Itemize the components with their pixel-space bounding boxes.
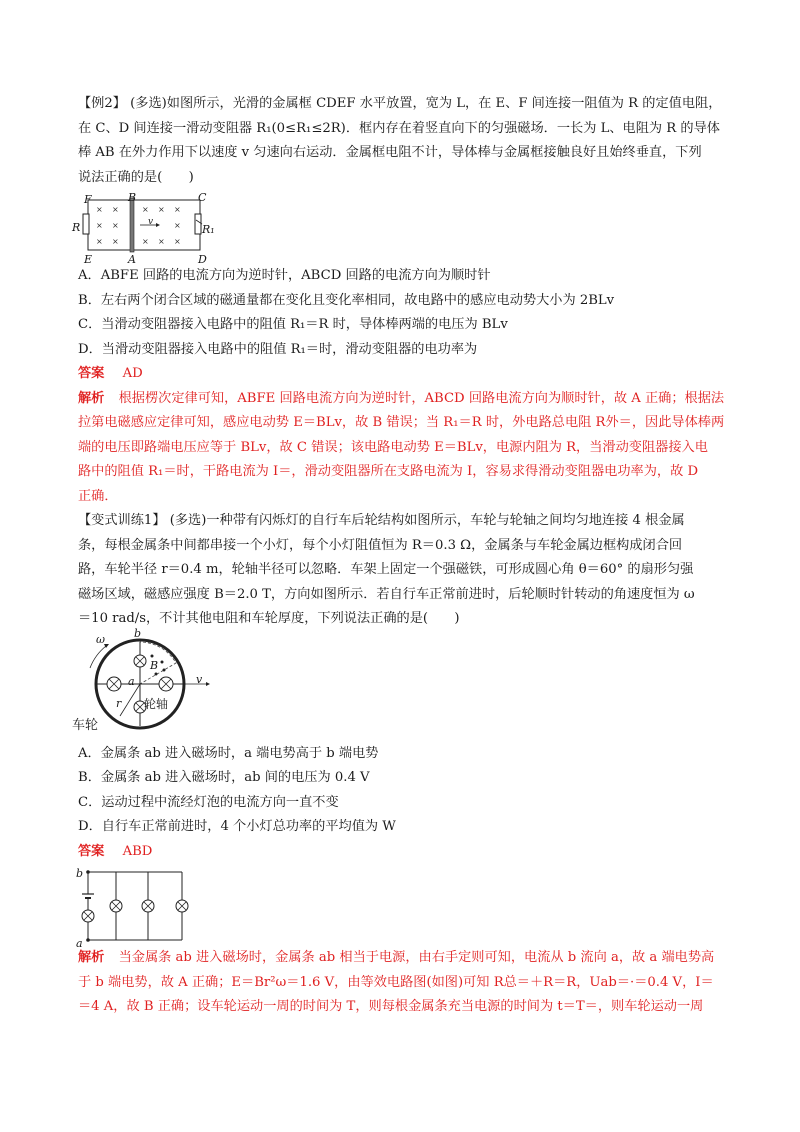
analysis-label: 解析 — [78, 950, 105, 965]
label-b: b — [134, 626, 142, 640]
analysis-line: 拉第电磁感应定律可知，感应电动势 E＝BLv，故 B 错误；当 R₁＝R 时，外电路总电阻 R外＝，因此导体棒两 — [78, 415, 725, 430]
variant1-analysis — [78, 946, 728, 1020]
question-line: 棒 AB 在外力作用下以速度 v 匀速向右运动．金属框电阻不计，导体棒与金属框接触良好且始终垂直，下列 — [78, 145, 702, 160]
label-R1: R₁ — [202, 223, 215, 236]
analysis-line: 当金属条 ab 进入磁场时，金属条 ab 相当于电源，由右手定则可知，电流从 b 流向 a，故 a 端电势高 — [118, 950, 715, 965]
option-d: D．自行车正常前进时，4 个小灯总功率的平均值为 W — [78, 819, 396, 834]
svg-text:×: × — [96, 237, 103, 246]
question-line: 说法正确的是( ) — [78, 169, 194, 185]
label-R: R — [72, 221, 81, 234]
option-b: B．金属条 ab 进入磁场时，ab 间的电压为 0.4 V — [78, 770, 370, 785]
question-line: 路，车轮半径 r＝0.4 m，轮轴半径可以忽略．车架上固定一个强磁铁，可形成圆心角 θ＝60° 的扇形匀强 — [78, 562, 694, 577]
answer-label: 答案 — [78, 366, 105, 381]
label-B: B — [128, 191, 137, 204]
circuit-label-b: b — [76, 867, 84, 880]
label-D: D — [198, 253, 207, 266]
svg-text:×: × — [112, 221, 119, 230]
metal-frame-figure — [72, 191, 215, 266]
analysis-line: 端的电压即路端电压应等于 BLv，故 C 错误；该电路电动势 E＝BLv，电源内阻为 R，当滑动变阻器接入电 — [78, 439, 708, 455]
document-page — [72, 92, 728, 1020]
analysis-label: 解析 — [78, 390, 105, 406]
label-B-field: B — [150, 658, 159, 672]
equivalent-circuit-diagram — [78, 866, 198, 946]
svg-text:×: × — [174, 221, 181, 230]
label-axle: 轮轴 — [144, 696, 169, 711]
svg-text:×: × — [158, 205, 165, 214]
example2-options — [78, 264, 728, 362]
svg-text:×: × — [112, 205, 119, 214]
label-v: v — [196, 672, 203, 686]
answer-label: 答案 — [78, 843, 105, 859]
question-line: 【例2】 (多选)如图所示，光滑的金属框 CDEF 水平放置，宽为 L，在 E、F 间连接一阻值为 R 的定值电阻， — [78, 96, 722, 111]
analysis-line: 于 b 端电势，故 A 正确；E＝Br²ω＝1.6 V，由等效电路图(如图)可知 R总＝＋R＝R，Uab＝·＝0.4 V，I＝ — [78, 974, 714, 990]
question-line: 条，每根金属条中间都串接一个小灯，每个小灯阻值恒为 R＝0.3 Ω，金属条与车轮金属边框构成闭合回 — [78, 537, 683, 553]
analysis-line: 正确． — [78, 488, 118, 504]
label-r: r — [116, 696, 122, 710]
variant1-options — [78, 742, 728, 840]
question-line: 【变式训练1】 (多选)一种带有闪烁灯的自行车后轮结构如图所示，车轮与轮轴之间均匀地连接 4 根金属 — [78, 513, 685, 528]
analysis-line: 路中的阻值 R₁＝时，干路电流为 I＝，滑动变阻器所在支路电流为 I，容易求得滑动变阻器电功率为，故 D — [78, 464, 699, 479]
svg-text:×: × — [142, 237, 149, 246]
variant1-answer — [78, 840, 728, 865]
example2-question — [78, 92, 728, 190]
svg-text:×: × — [96, 205, 103, 214]
label-F: F — [84, 193, 92, 206]
question-line: 在 C、D 间连接一滑动变阻器 R₁(0≤R₁≤2R)．框内存在着竖直向下的匀强磁场．一长为 L、电阻为 R 的导体 — [78, 120, 720, 136]
option-c: C．当滑动变阻器接入电路中的阻值 R₁＝R 时，导体棒两端的电压为 BLv — [78, 317, 508, 332]
label-C: C — [198, 191, 207, 204]
svg-text:×: × — [158, 237, 165, 246]
option-a: A．ABFE 回路的电流方向为逆时针，ABCD 回路的电流方向为顺时针 — [78, 268, 491, 283]
label-wheel: 车轮 — [72, 717, 99, 733]
example2-analysis — [78, 387, 728, 510]
label-a: a — [128, 674, 135, 688]
equivalent-circuit-figure — [76, 866, 198, 950]
option-b: B．左右两个闭合区域的磁通量都在变化且变化率相同，故电路中的感应电动势大小为 2BLv — [78, 292, 615, 308]
label-A: A — [128, 253, 136, 266]
analysis-line: ＝4 A，故 B 正确；设车轮运动一周的时间为 T，则每根金属条充当电源的时间为 t＝T＝，则车轮运动一周 — [78, 999, 704, 1014]
svg-text:×: × — [142, 205, 149, 214]
svg-text:×: × — [174, 237, 181, 246]
variant1-question — [78, 509, 728, 632]
question-line: ＝10 rad/s，不计其他电阻和车轮厚度，下列说法正确的是( ) — [78, 611, 460, 626]
label-v: v — [148, 217, 154, 227]
svg-text:×: × — [174, 205, 181, 214]
option-d: D．当滑动变阻器接入电路中的阻值 R₁＝时，滑动变阻器的电功率为 — [78, 341, 478, 357]
metal-frame-diagram — [78, 192, 208, 262]
svg-text:×: × — [96, 221, 103, 230]
option-c: C．运动过程中流经灯泡的电流方向一直不变 — [78, 794, 339, 810]
analysis-line: 根据楞次定律可知，ABFE 回路电流方向为逆时针，ABCD 回路电流方向为顺时针，故 A 正确；根据法 — [118, 390, 725, 406]
answer-value: AD — [122, 366, 143, 381]
label-omega: ω — [96, 632, 105, 646]
example2-answer — [78, 362, 728, 387]
option-a: A．金属条 ab 进入磁场时，a 端电势高于 b 端电势 — [78, 745, 379, 761]
label-E: E — [84, 253, 93, 266]
svg-text:×: × — [112, 237, 119, 246]
bicycle-wheel-figure — [72, 626, 218, 742]
circuit-label-a: a — [76, 937, 83, 950]
answer-value: ABD — [122, 843, 153, 859]
question-line: 磁场区域，磁感应强度 B＝2.0 T，方向如图所示．若自行车正常前进时，后轮顺时针转动的角速度恒为 ω — [78, 586, 695, 602]
